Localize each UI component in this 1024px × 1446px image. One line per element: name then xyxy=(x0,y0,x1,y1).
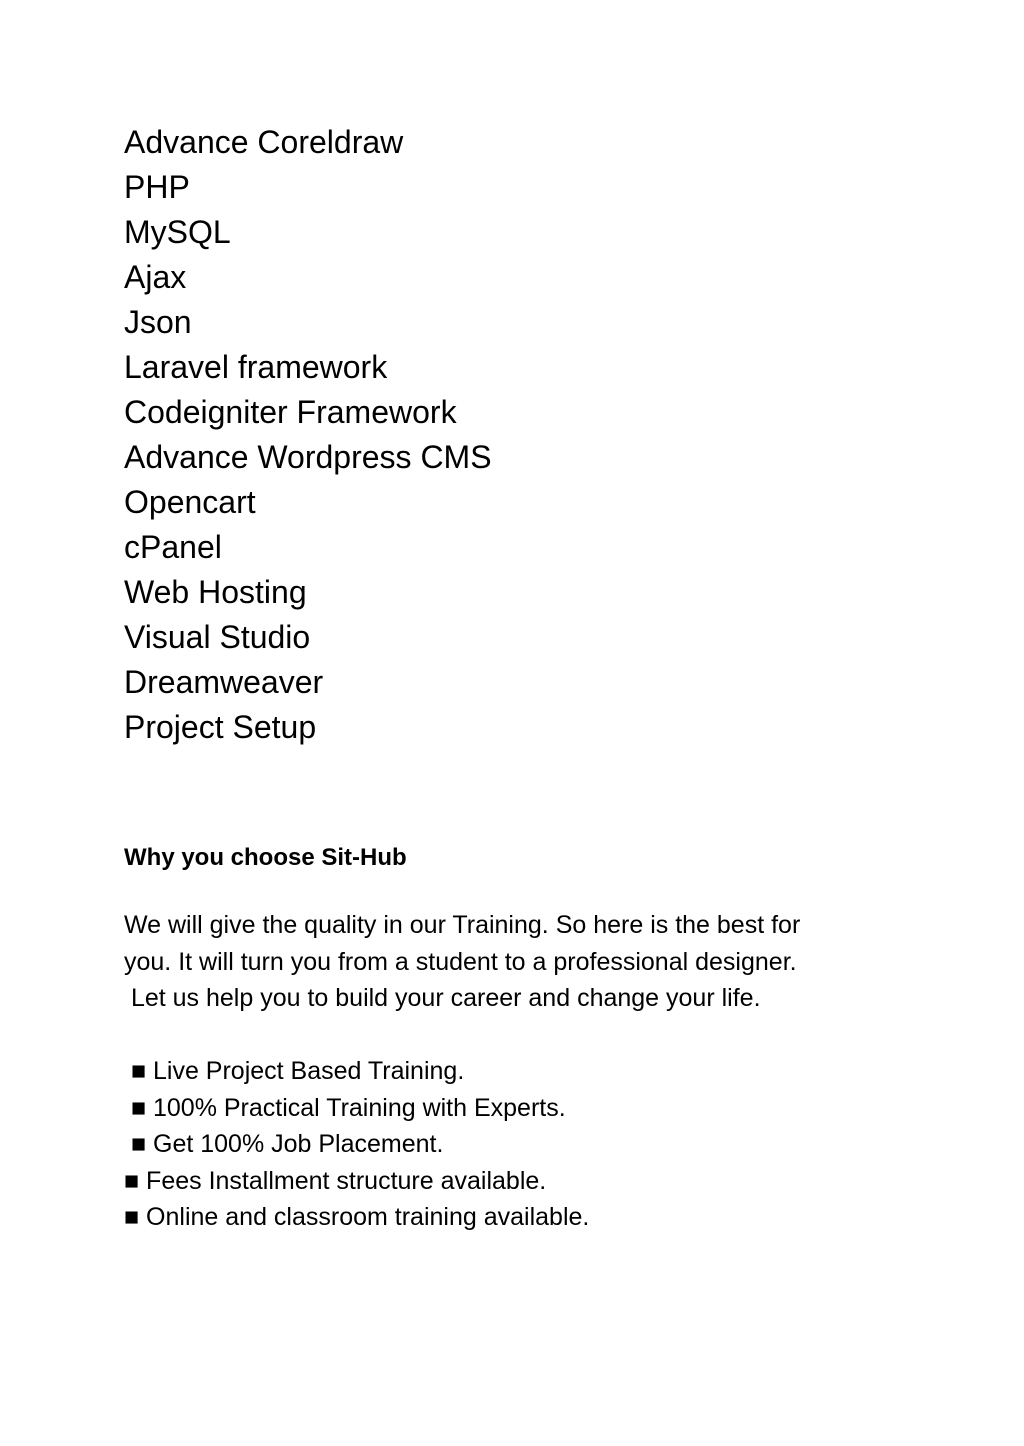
feature-list xyxy=(124,1053,589,1236)
paragraph-line: Let us help you to build your career and change your life. xyxy=(124,984,761,1012)
course-item: Advance Coreldraw xyxy=(124,124,404,160)
course-item: Advance Wordpress CMS xyxy=(124,439,492,475)
section-heading: Why you choose Sit-Hub xyxy=(124,844,407,871)
feature-item: ■ Fees Installment structure available. xyxy=(124,1166,547,1195)
feature-item: ■ 100% Practical Training with Experts. xyxy=(124,1093,566,1122)
course-item: Dreamweaver xyxy=(124,664,324,700)
paragraph-line: you. It will turn you from a student to a professional designer. xyxy=(124,947,797,976)
course-item: Web Hosting xyxy=(124,574,307,610)
course-item: PHP xyxy=(124,169,190,205)
feature-item: ■ Online and classroom training available. xyxy=(124,1203,590,1231)
feature-item: ■ Get 100% Job Placement. xyxy=(124,1130,444,1158)
course-list xyxy=(124,120,492,750)
course-item: Codeigniter Framework xyxy=(124,394,457,430)
course-item: Ajax xyxy=(124,259,187,295)
feature-item: ■ Live Project Based Training. xyxy=(124,1057,465,1085)
course-item: Visual Studio xyxy=(124,619,311,655)
course-item: MySQL xyxy=(124,214,231,250)
intro-paragraph xyxy=(124,907,904,1017)
course-item: Laravel framework xyxy=(124,349,388,385)
course-item: Project Setup xyxy=(124,709,317,745)
course-item: cPanel xyxy=(124,529,222,565)
course-item: Json xyxy=(124,304,192,340)
paragraph-line: We will give the quality in our Training. So here is the best for xyxy=(124,911,801,939)
course-item: Opencart xyxy=(124,484,256,520)
